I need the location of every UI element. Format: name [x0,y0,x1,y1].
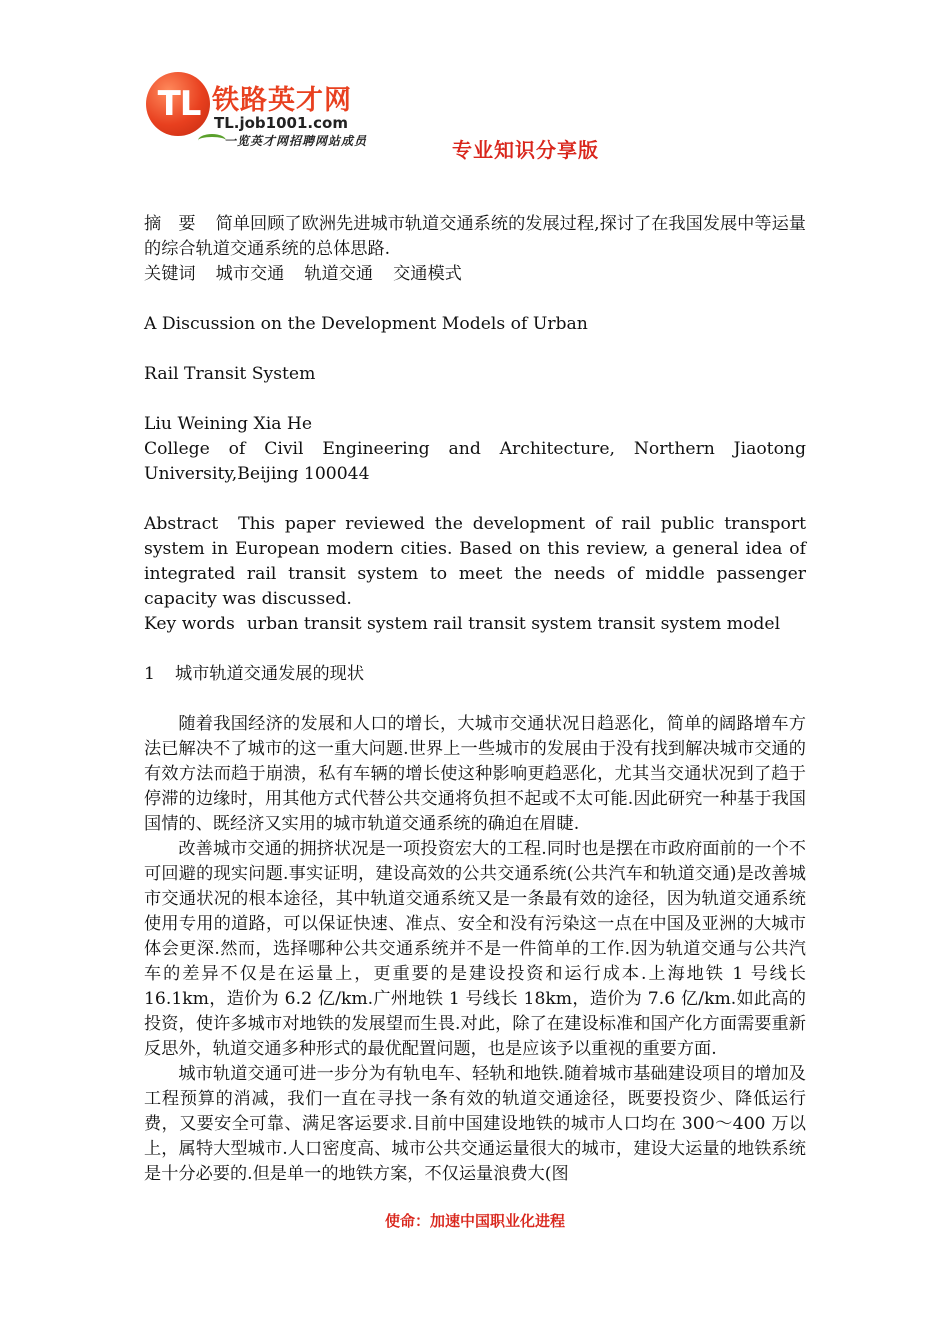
article-body [144,212,806,1187]
keywords-cn [144,262,806,287]
section-heading [144,662,806,687]
keyword-cn-2: 轨道交通 [304,264,374,284]
logo-mark: TL [157,84,201,124]
affiliation-en: College of Civil Engineering and Architecture, Northern Jiaotong University,Beijing 100044 [144,439,806,484]
swoosh-icon [198,134,226,147]
abstract-en [144,512,806,612]
edition-label: 专业知识分享版 [452,138,599,162]
abstract-en-label: Abstract [144,514,219,534]
footer-slogan: 使命：加速中国职业化进程 [384,1212,565,1230]
logo-name: 铁路英才网 [212,85,352,116]
paragraph-3: 城市轨道交通可进一步分为有轨电车、轻轨和地铁.随着城市基础建设项目的增加及工程预算的消减，我们一直在寻找一条有效的轨道交通途径，既要投资少、降低运行费，又要安全可靠、满足客运要求.目前中国建设地铁的城市人口均在 300～400 万以上，属特大型城市.人口密度高、城市公共交通运量很大的城市，建设大运量的地铁系统是十分必要的.但是单一的地铁方案，不仅运量浪费大(图 [144,1064,806,1184]
keywords-en [144,612,806,637]
abstract-cn-label: 摘 要 [144,214,196,234]
keywords-en-label: Key words [144,614,235,634]
abstract-en-text: This paper reviewed the development of rail public transport system in European modern cities. Based on this review, a general idea of integrated rail transit system to meet the needs of middle passenger capacity was discussed. [144,514,806,609]
keyword-cn-1: 城市交通 [215,264,285,284]
keyword-cn-3: 交通模式 [393,264,462,284]
logo-tagline: 一览英才网招聘网站成员 [224,134,368,148]
abstract-cn-text: 简单回顾了欧洲先进城市轨道交通系统的发展过程,探讨了在我国发展中等运量的综合轨道交通系统的总体思路. [144,214,806,259]
paragraph-2: 改善城市交通的拥挤状况是一项投资宏大的工程.同时也是摆在市政府面前的一个不可回避的现实问题.事实证明，建设高效的公共交通系统(公共汽车和轨道交通)是改善城市交通状况的根本途径，其中轨道交通系统又是一条最有效的途径，因为轨道交通系统使用专用的道路，可以保证快速、准点、安全和没有污染这一点在中国及亚洲的大城市体会更深.然而，选择哪种公共交通系统并不是一件简单的工作.因为轨道交通与公共汽车的差异不仅是在运量上，更重要的是建设投资和运行成本.上海地铁 1 号线长 16.1km，造价为 6.2 亿/km.广州地铁 1 号线长 18km，造价为 7.6 亿/km.如此高的投资，使许多城市对地铁的发展望而生畏.对此，除了在建设标准和国产化方面需要重新反思外，轨道交通多种形式的最优配置问题，也是应该予以重视的重要方面. [144,839,806,1059]
keywords-cn-label: 关键词 [144,264,196,284]
title-en-line1: A Discussion on the Development Models of Urban [144,314,588,334]
title-en-line2: Rail Transit System [144,364,316,384]
section-number: 1 [144,664,155,684]
section-title: 城市轨道交通发展的现状 [174,664,365,684]
paragraph-1: 随着我国经济的发展和人口的增长，大城市交通状况日趋恶化，简单的阔路增车方法已解决不了城市的这一重大问题.世界上一些城市的发展由于没有找到解决城市交通的有效方法而趋于崩溃，私有车辆的增长使这种影响更趋恶化，尤其当交通状况到了趋于停滞的边缘时，用其他方式代替公共交通将负担不起或不太可能.因此研究一种基于我国国情的、既经济又实用的城市轨道交通系统的确迫在眉睫. [144,714,806,834]
keywords-en-text: urban transit system rail transit system transit system model [246,614,781,634]
logo-url: TL.job1001.com [214,114,348,132]
abstract-cn [144,212,806,262]
site-logo[interactable] [144,70,384,158]
authors-en: Liu Weining Xia He [144,414,313,434]
